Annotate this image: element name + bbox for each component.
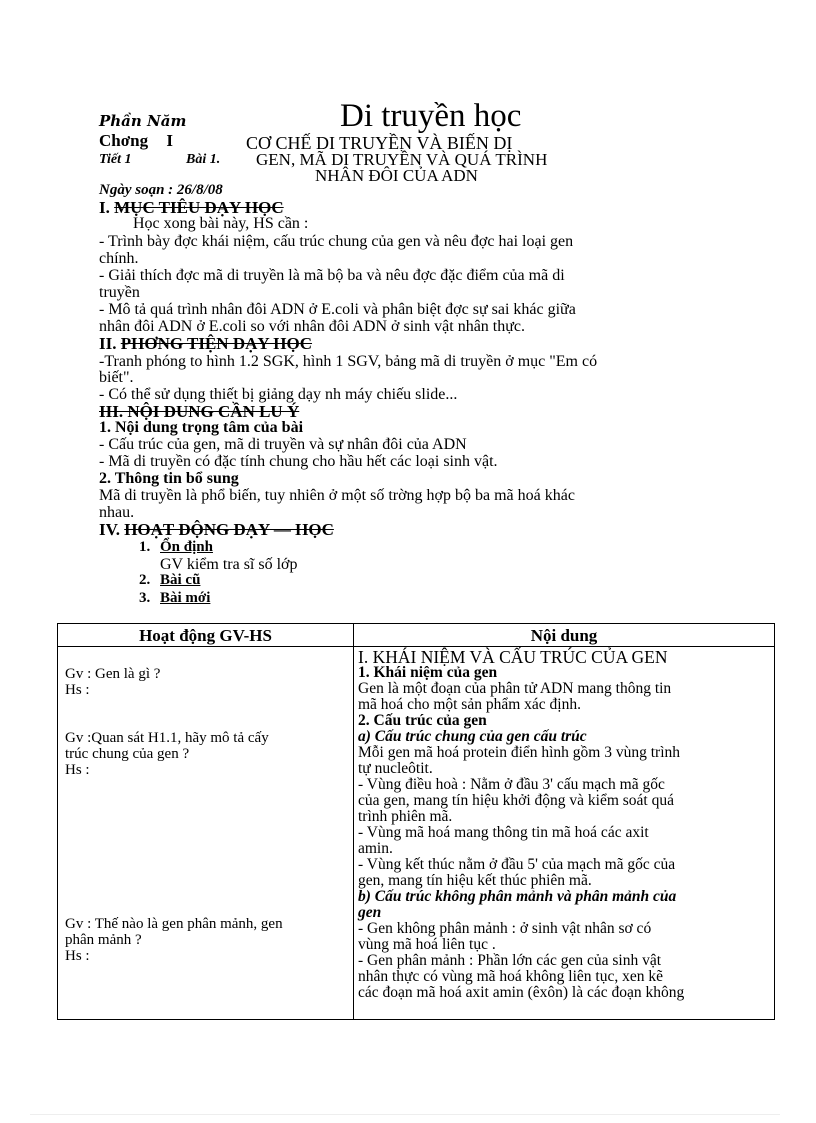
lesson-title-line2: NHÂN ĐÔI CỦA ADN [315, 166, 478, 185]
section3-sub1: 1. Nội dung trọng tâm của bài [99, 419, 304, 436]
section3-sub2: 2. Thông tin bổ sung [99, 470, 239, 487]
section1-item: - Mô tả quá trình nhân đôi ADN ở E.coli và phân biệt đợc sự sai khác giữa [99, 301, 576, 318]
content-title: I. KHÁI NIỆM VÀ CẤU TRÚC CỦA GEN [358, 647, 668, 667]
content-cell [354, 647, 775, 1020]
section1-item: truyền [99, 284, 140, 301]
section2-item: - Có thể sử dụng thiết bị giảng dạy nh máy chiếu slide... [99, 386, 458, 403]
content-subheading: gen [358, 904, 382, 921]
content-subheading: a) Cấu trúc chung của gen cấu trúc [358, 728, 587, 745]
teacher-question: trúc chung của gen ? [65, 746, 190, 762]
section3-item: Mã di truyền là phổ biến, tuy nhiên ở một số trờng hợp bộ ba mã hoá khác [99, 487, 575, 504]
content-line: - Gen không phân mảnh : ở sinh vật nhân sơ có [358, 920, 652, 937]
section1-item: - Trình bày đợc khái niệm, cấu trúc chung của gen và nêu đợc hai loại gen [99, 233, 574, 250]
section3-item: nhau. [99, 504, 135, 521]
page-bottom-divider [30, 1114, 780, 1115]
content-subheading: 1. Khái niệm của gen [358, 664, 498, 681]
lesson-number: Bài 1. [186, 152, 221, 167]
section3-item: - Cấu trúc của gen, mã di truyền và sự nhân đôi của ADN [99, 436, 467, 453]
date-prepared: Ngày soạn : 26/8/08 [99, 182, 223, 198]
content-line: mã hoá cho một sản phẩm xác định. [358, 696, 581, 713]
content-line: - Gen phân mảnh : Phần lớn các gen của sinh vật [358, 952, 662, 969]
teacher-question: Gv :Quan sát H1.1, hãy mô tả cấy [65, 730, 269, 746]
student-answer: Hs : [65, 682, 90, 698]
section1-item: nhân đôi ADN ở E.coli so với nhân đôi ADN ở sinh vật nhân thực. [99, 318, 526, 335]
step-item: 1. Ổn định [139, 539, 213, 555]
content-line: của gen, mang tín hiệu khởi động và kiểm soát quá [358, 792, 674, 809]
section2-item: biết". [99, 369, 134, 386]
section1-item: chính. [99, 250, 139, 267]
teacher-question: Gv : Gen là gì ? [65, 666, 161, 682]
content-line: gen, mang tín hiệu kết thúc phiên mã. [358, 872, 592, 889]
step-item: 2. Bài cũ [139, 572, 201, 588]
section1-item: - Giải thích đợc mã di truyền là mã bộ ba và nêu đợc đặc điểm của mã di [99, 267, 565, 284]
content-line: trình phiên mã. [358, 808, 453, 825]
content-line: - Vùng mã hoá mang thông tin mã hoá các axit [358, 824, 649, 841]
step1-note: GV kiểm tra sĩ số lớp [160, 556, 298, 573]
teacher-question: phân mảnh ? [65, 932, 142, 948]
table-row [58, 647, 775, 1020]
page-title: Di truyền học [340, 98, 522, 134]
student-answer: Hs : [65, 762, 90, 778]
section2-heading: II. PHƠNG TIỆN DẠY HỌC [99, 334, 313, 353]
chapter-title: CƠ CHẾ DI TRUYỀN VÀ BIẾN DỊ [246, 133, 513, 153]
step-item: 3. Bài mới [139, 590, 211, 606]
activity-table [57, 623, 775, 1020]
section1-intro: Học xong bài này, HS cần : [133, 215, 309, 232]
content-line: - Vùng điều hoà : Nằm ở đầu 3' cấu mạch mã gốc [358, 776, 665, 793]
content-subheading: 2. Cấu trúc của gen [358, 712, 487, 729]
activities-cell [58, 647, 354, 1020]
chapter-label: Chơng I [99, 131, 173, 150]
section3-item: - Mã di truyền có đặc tính chung cho hầu hết các loại sinh vật. [99, 453, 498, 470]
section2-item: -Tranh phóng to hình 1.2 SGK, hình 1 SGV, bảng mã di truyền ở mục "Em có [99, 353, 598, 370]
column-header-activities: Hoạt động GV-HS [58, 624, 354, 647]
content-line: - Vùng kết thúc nằm ở đầu 5' của mạch mã gốc của [358, 856, 676, 873]
content-line: Mỗi gen mã hoá protein điển hình gồm 3 vùng trình [358, 744, 681, 761]
teacher-question: Gv : Thế nào là gen phân mảnh, gen [65, 916, 283, 932]
content-line: các đoạn mã hoá axit amin (êxôn) là các đoạn không [358, 984, 685, 1001]
content-line: amin. [358, 840, 393, 857]
content-subheading: b) Cấu trúc không phân mảnh và phân mảnh của [358, 888, 677, 905]
lesson-period: Tiết 1 [99, 152, 132, 167]
lesson-title-line1: GEN, MÃ DI TRUYỀN VÀ QUÁ TRÌNH [256, 150, 548, 169]
content-line: Gen là một đoạn của phân tử ADN mang thông tin [358, 680, 672, 697]
section3-heading: III. NỘI DUNG CẦN LU Ý [99, 402, 300, 421]
section1-heading: I. MỤC TIÊU DẠY HỌC [99, 198, 284, 217]
column-header-content: Nội dung [354, 624, 775, 647]
section4-heading: IV. HOẠT ĐỘNG DẠY — HỌC [99, 520, 334, 539]
student-answer: Hs : [65, 948, 90, 964]
content-line: tự nucleôtit. [358, 760, 433, 777]
table-header-row [58, 624, 775, 647]
part-label: Phần Năm [99, 112, 187, 130]
content-line: nhân thực có vùng mã hoá không liên tục, xen kẽ [358, 968, 663, 985]
content-line: vùng mã hoá liên tục . [358, 936, 496, 953]
